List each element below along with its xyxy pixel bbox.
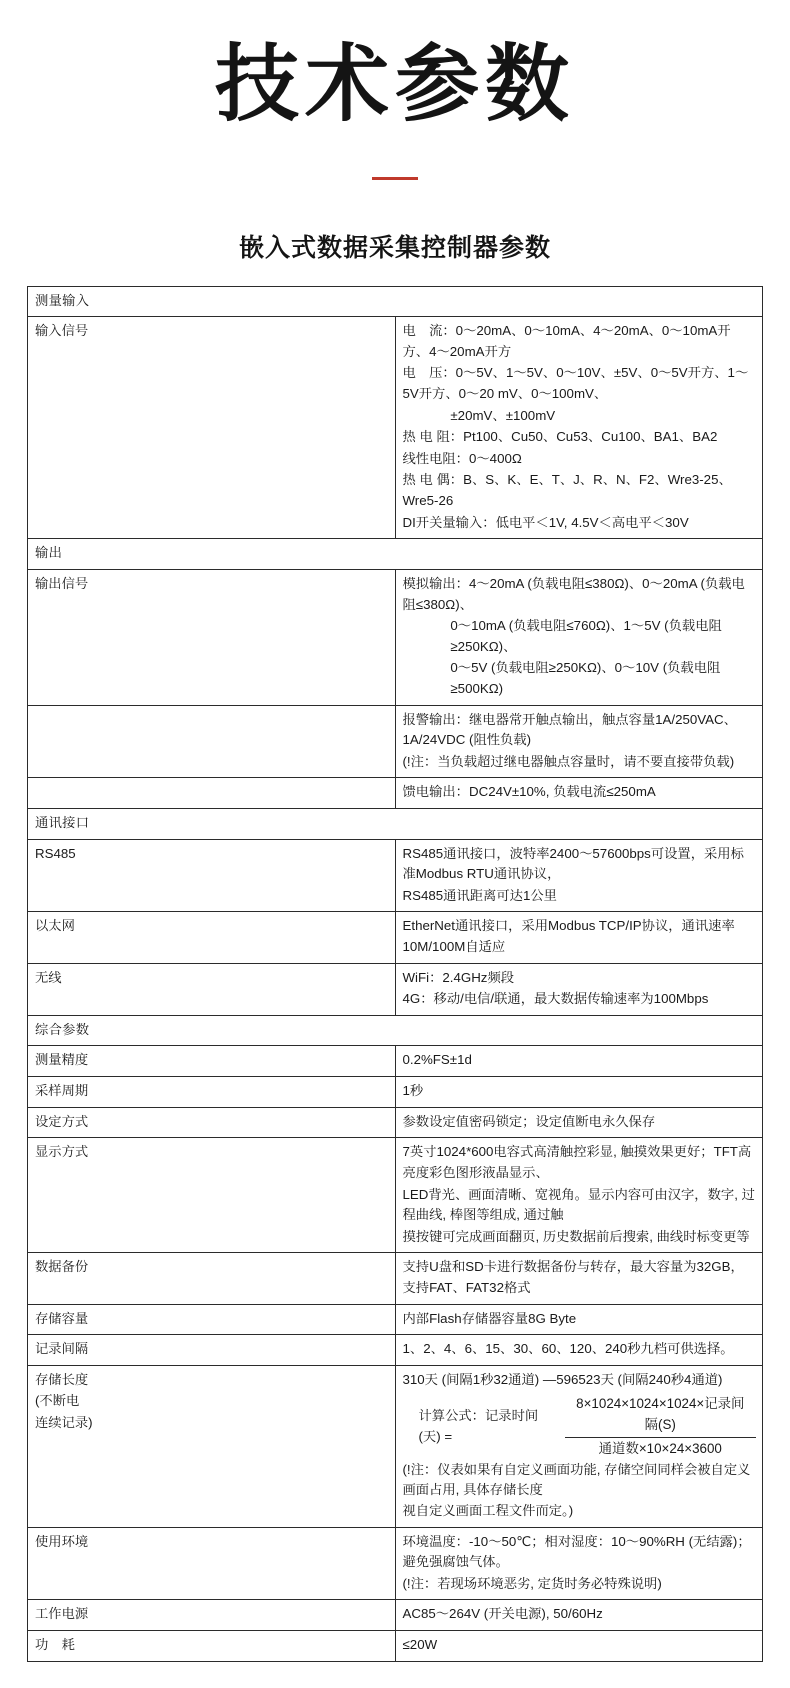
table-row (28, 1365, 763, 1527)
value-line: 电 流：0～20mA、0～10mA、4～20mA、0～10mA开方、4～20mA开方 (402, 323, 731, 359)
row-label (28, 778, 396, 809)
row-label-line: 存储长度 (35, 1371, 89, 1387)
value-line: RS485通讯距离可达1公里 (402, 887, 557, 903)
table-section-header (28, 286, 763, 317)
value-note: (!注：当负载超过继电器触点容量时，请不要直接带负载) (402, 753, 735, 769)
table-row (28, 1527, 763, 1600)
table-row (28, 1077, 763, 1108)
table-row (28, 705, 763, 778)
spec-table (27, 286, 763, 1662)
row-label: 无线 (28, 963, 396, 1015)
value-line: 电 压：0～5V、1～5V、0～10V、±5V、0～5V开方、1～5V开方、0～20 mV、0～100mV、 (402, 365, 749, 402)
row-value (395, 839, 763, 912)
section-title: 测量输入 (28, 286, 763, 317)
section-title: 通讯接口 (28, 809, 763, 840)
title-divider (372, 177, 418, 180)
table-row (28, 778, 763, 809)
row-label-line: (不断电 (35, 1393, 80, 1409)
row-label: 存储容量 (28, 1304, 396, 1335)
value-line: 报警输出：继电器常开触点输出，触点容量1A/250VAC、1A/24VDC (阻性负载) (402, 711, 737, 748)
row-value: 内部Flash存储器容量8G Byte (395, 1304, 763, 1335)
value-line: 0～5V (负载电阻≥250KΩ)、0～10V (负载电阻≥500KΩ) (450, 660, 721, 696)
page-subtitle: 嵌入式数据采集控制器参数 (238, 233, 551, 262)
table-row (28, 963, 763, 1015)
table-row (28, 1107, 763, 1138)
formula-numerator: 8×1024×1024×1024×记录间隔(S) (565, 1394, 756, 1438)
row-value (395, 1527, 763, 1600)
value-line: 摸按键可完成画面翻页, 历史数据前后搜索, 曲线时标变更等 (402, 1228, 750, 1244)
row-label: 工作电源 (28, 1600, 396, 1631)
formula-denominator: 通道数×10×24×3600 (598, 1440, 722, 1456)
row-value (395, 705, 763, 778)
table-row (28, 317, 763, 539)
value-line: 热 电 偶：B、S、K、E、T、J、R、N、F2、Wre3-25、Wre5-26 (402, 472, 732, 509)
formula-fraction (565, 1394, 756, 1459)
value-line: 7英寸1024*600电容式高清触控彩显, 触摸效果更好；TFT高亮度彩色图形液晶显示、 (402, 1144, 752, 1180)
row-value (395, 317, 763, 539)
value-note: (!注：仪表如果有自定义画面功能, 存储空间同样会被自定义画面占用, 具体存储长度 (402, 1461, 751, 1498)
section-title: 综合参数 (28, 1015, 763, 1046)
row-label (28, 705, 396, 778)
value-line: ±20mV、±100mV (450, 407, 556, 423)
table-section-header (28, 809, 763, 840)
row-label: 设定方式 (28, 1107, 396, 1138)
row-value: 1秒 (395, 1077, 763, 1108)
table-section-header (28, 1015, 763, 1046)
row-label: 以太网 (28, 912, 396, 963)
row-label: 显示方式 (28, 1138, 396, 1253)
section-title: 输出 (28, 539, 763, 570)
value-line: RS485通讯接口，波特率2400～57600bps可设置，采用标准Modbus RTU通讯协议， (402, 845, 744, 882)
row-label: 数据备份 (28, 1253, 396, 1304)
table-row (28, 1630, 763, 1661)
table-row (28, 1304, 763, 1335)
table-section-header (28, 539, 763, 570)
formula-prefix: 计算公式：记录时间 (天) = (418, 1408, 539, 1445)
page-title: 技术参数 (214, 35, 575, 133)
row-label: RS485 (28, 839, 396, 912)
row-value: 0.2%FS±1d (395, 1046, 763, 1077)
table-row (28, 1046, 763, 1077)
row-value: 支持U盘和SD卡进行数据备份与转存，最大容量为32GB，支持FAT、FAT32格式 (395, 1253, 763, 1304)
row-value: ≤20W (395, 1630, 763, 1661)
row-label: 使用环境 (28, 1527, 396, 1600)
value-note: 视自定义画面工程文件而定。) (402, 1502, 574, 1518)
value-line: 310天 (间隔1秒32通道) —596523天 (间隔240秒4通道) (402, 1371, 723, 1387)
value-line: 模拟输出：4～20mA (负载电阻≤380Ω)、0～20mA (负载电阻≤380Ω)、 (402, 575, 745, 612)
value-line: DI开关量输入：低电平＜1V, 4.5V＜高电平＜30V (402, 514, 689, 530)
value-line: WiFi：2.4GHz频段 (402, 969, 515, 985)
row-label: 采样周期 (28, 1077, 396, 1108)
table-row (28, 912, 763, 963)
spec-page (0, 36, 790, 1662)
row-label-line: 连续记录) (35, 1415, 93, 1431)
row-value: 1、2、4、6、15、30、60、120、240秒九档可供选择。 (395, 1335, 763, 1366)
storage-formula (419, 1394, 757, 1459)
table-row (28, 569, 763, 705)
table-row (28, 1335, 763, 1366)
row-value (395, 1138, 763, 1253)
row-value: 馈电输出：DC24V±10%, 负载电流≤250mA (395, 778, 763, 809)
row-label: 测量精度 (28, 1046, 396, 1077)
row-label: 功 耗 (28, 1630, 396, 1661)
value-line: 0～10mA (负载电阻≤760Ω)、1～5V (负载电阻≥250KΩ)、 (450, 618, 722, 654)
table-row (28, 1600, 763, 1631)
row-value: EtherNet通讯接口，采用Modbus TCP/IP协议，通讯速率10M/100M自适应 (395, 912, 763, 963)
table-row (28, 1138, 763, 1253)
table-row (28, 839, 763, 912)
row-label: 记录间隔 (28, 1335, 396, 1366)
row-label: 输入信号 (28, 317, 396, 539)
value-line: 环境温度：-10～50℃；相对湿度：10～90%RH (无结露)；避免强腐蚀气体。 (402, 1533, 751, 1570)
row-value: 参数设定值密码锁定；设定值断电永久保存 (395, 1107, 763, 1138)
row-value (395, 963, 763, 1015)
value-line: 线性电阻：0～400Ω (402, 450, 522, 466)
row-value (395, 1365, 763, 1527)
row-label (28, 1365, 396, 1527)
row-label: 输出信号 (28, 569, 396, 705)
value-line: LED背光、画面清晰、宽视角。显示内容可由汉字，数字, 过程曲线, 棒图等组成, 通过触 (402, 1186, 755, 1223)
value-line: 4G：移动/电信/联通，最大数据传输速率为100Mbps (402, 991, 709, 1007)
table-row (28, 1253, 763, 1304)
row-value (395, 569, 763, 705)
value-note: (!注：若现场环境恶劣, 定货时务必特殊说明) (402, 1575, 662, 1591)
value-line: 热 电 阻：Pt100、Cu50、Cu53、Cu100、BA1、BA2 (402, 429, 718, 445)
row-value: AC85～264V (开关电源), 50/60Hz (395, 1600, 763, 1631)
